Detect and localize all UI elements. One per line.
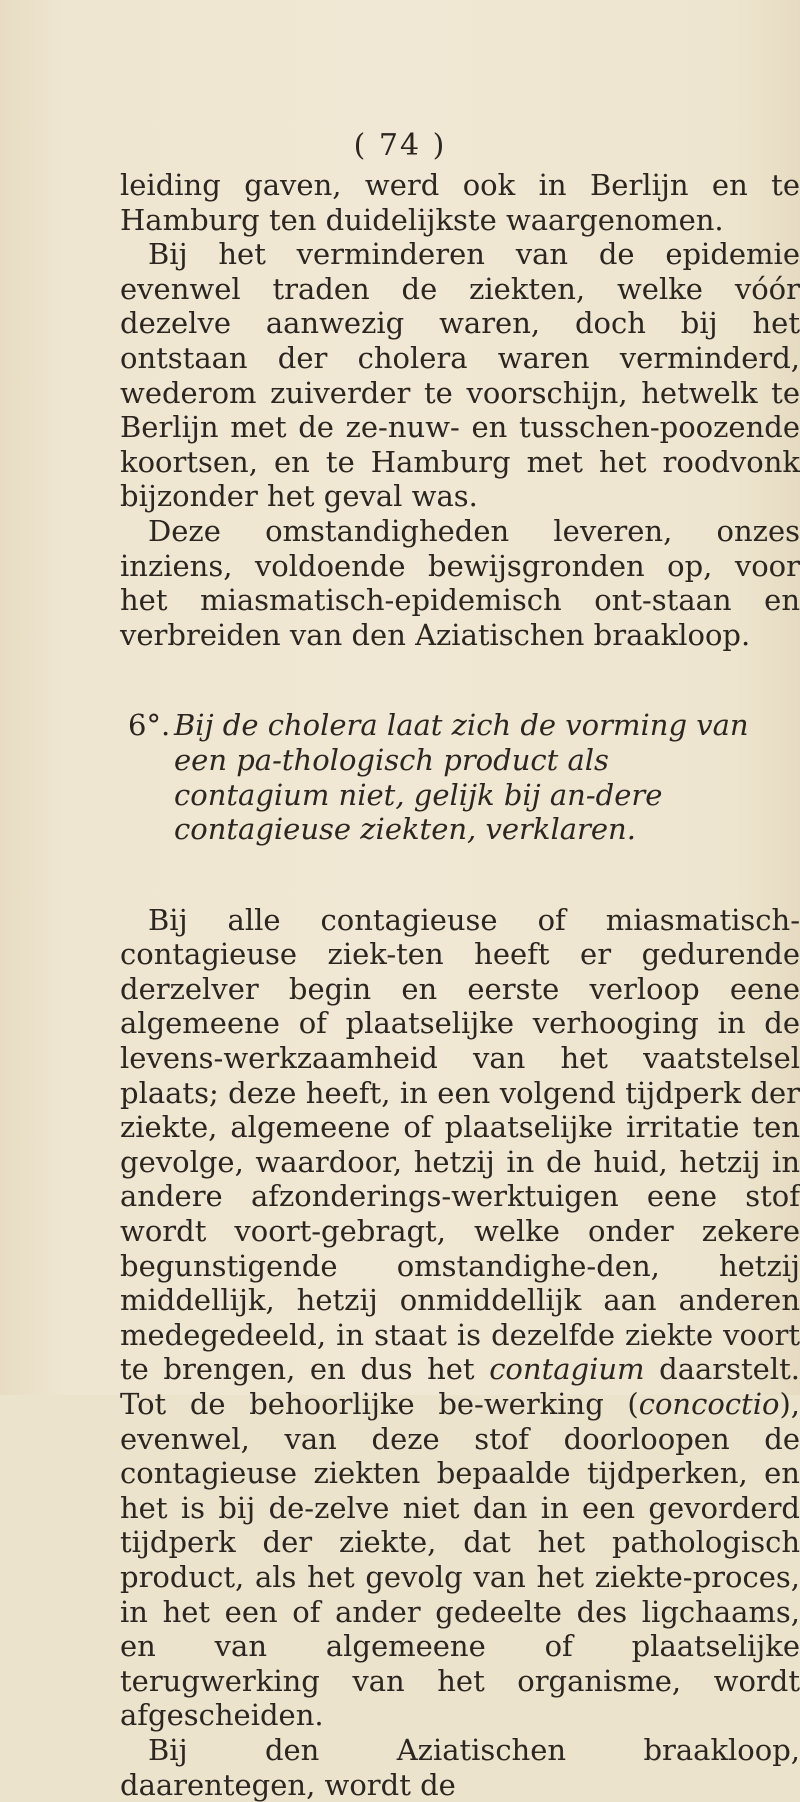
paragraph-continuation: leiding gaven, werd ook in Berlijn en te Hamburg ten duidelijkste waargenomen. — [120, 168, 800, 237]
section-heading — [128, 708, 800, 846]
section-number: 6°. — [128, 708, 171, 743]
paragraph-text-part: Bij alle contagieuse of miasmatisch-contagieuse ziek-ten heeft er gedurende derzelver begin en eerste verloop eene algemeene of plaatselijke verhooging in de levens-werkzaamheid van het vaatstelsel plaats; deze heeft, in een volgend tijdperk der ziekte, algemeene of plaatselijke irritatie ten gevolge, waardoor, hetzij in de huid, hetzij in andere afzonderings-werktuigen eene stof wordt voort-gebragt, welke onder zekere begunstigende omstandighe-den, hetzij middellijk, hetzij onmiddellijk aan anderen medegedeeld, in staat is dezelfde ziekte voort te brengen, en dus het — [120, 902, 800, 1387]
paragraph-epidemic-decline: Bij het verminderen van de epidemie evenwel traden de ziekten, welke vóór dezelve aanwezig waren, doch bij het ontstaan der cholera waren verminderd, wederom zuiverder te voorschijn, hetwelk te Berlijn met de ze-nuw- en tusschen-poozende koortsen, en te Hamburg met het roodvonk bijzonder het geval was. — [120, 237, 800, 514]
paragraph-text-part: daarstelt. Tot de behoorlijke be-werking ( — [120, 1352, 800, 1421]
paragraph-text-part: ), evenwel, van deze stof doorloopen de contagieuse ziekten bepaalde tijdperken, en het is bij de-zelve niet dan in een gevorderd tijdperk der ziekte, dat het pathologisch product, als het gevolg van het ziekte-proces, in het een of ander gedeelte des ligchaams, en van algemeene of plaatselijke terugwerking van het organisme, wordt afgescheiden. — [120, 1387, 800, 1733]
term-concoctio: concoctio — [638, 1387, 780, 1421]
term-contagium: contagium — [489, 1352, 645, 1387]
section-title: Bij de cholera laat zich de vorming van een pa-thologisch product als contagium niet, gelijk bij an-dere contagieuse ziekten, verklaren. — [174, 708, 749, 847]
page-number: ( 74 ) — [353, 128, 447, 163]
paragraph-contagious-diseases — [120, 903, 800, 1733]
page-body — [120, 168, 800, 1802]
paragraph-conclusion: Deze omstandigheden leveren, onzes inziens, voldoende bewijsgronden op, voor het miasmatisch-epidemisch ont-staan en verbreiden van den Aziatischen braakloop. — [120, 513, 800, 652]
paragraph-asiatic-cholera: Bij den Aziatischen braakloop, daarentegen, wordt de — [120, 1732, 800, 1802]
